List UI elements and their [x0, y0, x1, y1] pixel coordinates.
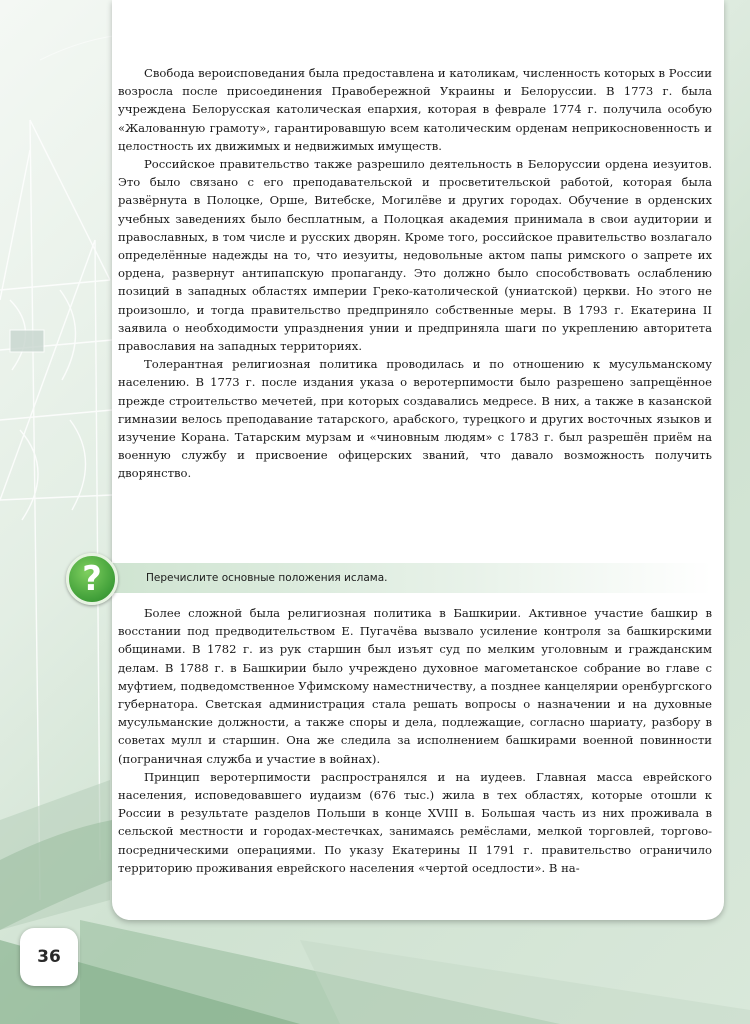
review-question — [66, 553, 712, 605]
paragraph: Свобода вероисповедания была предоставлена и католикам, численность которых в России возросла после присоединения Правобережной Украины и Белоруссии. В 1773 г. была учреждена Белорусская католическая епархия, которая в феврале 1774 г. получила особую «Жалованную грамоту», гарантировавшую всем католическим орденам неприкосновенность и целостность их движимых и недвижимых имуществ. — [118, 66, 712, 153]
question-mark-icon: ? — [66, 553, 118, 605]
question-text: Перечислите основные положения ислама. — [146, 572, 388, 584]
paragraph: Российское правительство также разрешило деятельность в Белоруссии ордена иезуитов. Это было связано с его преподавательской и просветительской работой, которая была развёрнута в Полоцке, Орше, Витебске, Могилёве и других городах. Обучение в орденских учебных заведениях было бесплатным, а Полоцкая академия принимала в свои аудитории и православных, в том числе и русских дворян. Кроме того, российское правительство возлагало определённые надежды на то, что иезуиты, недовольные актом папы римского о запрете их ордена, развернут антипапскую пропаганду. Это должно было способствовать ослаблению позиций в западных областях империи Греко-католической (униатской) церкви. Но этого не произошло, и тогда правительство предприняло собственные меры. В 1793 г. Екатерина II заявила о необходимости упразднения унии и предприняла шаги по укреплению авторитета православия на западных территориях. — [118, 157, 712, 354]
section-2-text — [118, 604, 712, 877]
paragraph: Толерантная религиозная политика проводилась и по отношению к мусульманскому населению. В 1773 г. после издания указа о веротерпимости было разрешено запрещённое прежде строительство мечетей, при которых создавались медресе. В них, а также в казанской гимназии велось преподавание татарского, арабского, турецкого и других восточных языков и изучение Корана. Татарским мурзам и «чиновным людям» с 1783 г. был разрешён приём на военную службу и присвоение офицерских званий, что давало возможность получить дворянство. — [118, 357, 712, 481]
section-1-text — [118, 64, 712, 483]
paragraph: Более сложной была религиозная политика в Башкирии. Активное участие башкир в восстании под предводительством Е. Пугачёва вызвало усиление контроля за башкирскими общинами. В 1782 г. из рук старшин был изъят суд по мелким уголовным и гражданским делам. В 1788 г. в Башкирии было учреждено духовное магометанское собрание во главе с муфтием, подведомственное Уфимскому наместничеству, а позднее канцелярии оренбургского губернатора. Светская администрация стала решать вопросы о назначении и на духовные мусульманские должности, а также споры и дела, подлежащие, согласно шариату, разбору в советах мулл и старшин. Она же следила за исполнением башкирами военной повинности (пограничная служба и участие в войнах). — [118, 606, 712, 766]
page-number: 36 — [20, 928, 78, 986]
paragraph: Принцип веротерпимости распространялся и на иудеев. Главная масса еврейского населения, исповедовавшего иудаизм (676 тыс.) жила в тех областях, которые отошли к России в результате разделов Польши в конце XVIII в. Большая часть из них проживала в сельской местности и городах-местечках, занимаясь ремёслами, мелкой торговлей, торгово-посредническими операциями. По указу Екатерины II 1791 г. правительство ограничило территорию проживания еврейского населения «чертой оседлости». В на- — [118, 769, 712, 875]
